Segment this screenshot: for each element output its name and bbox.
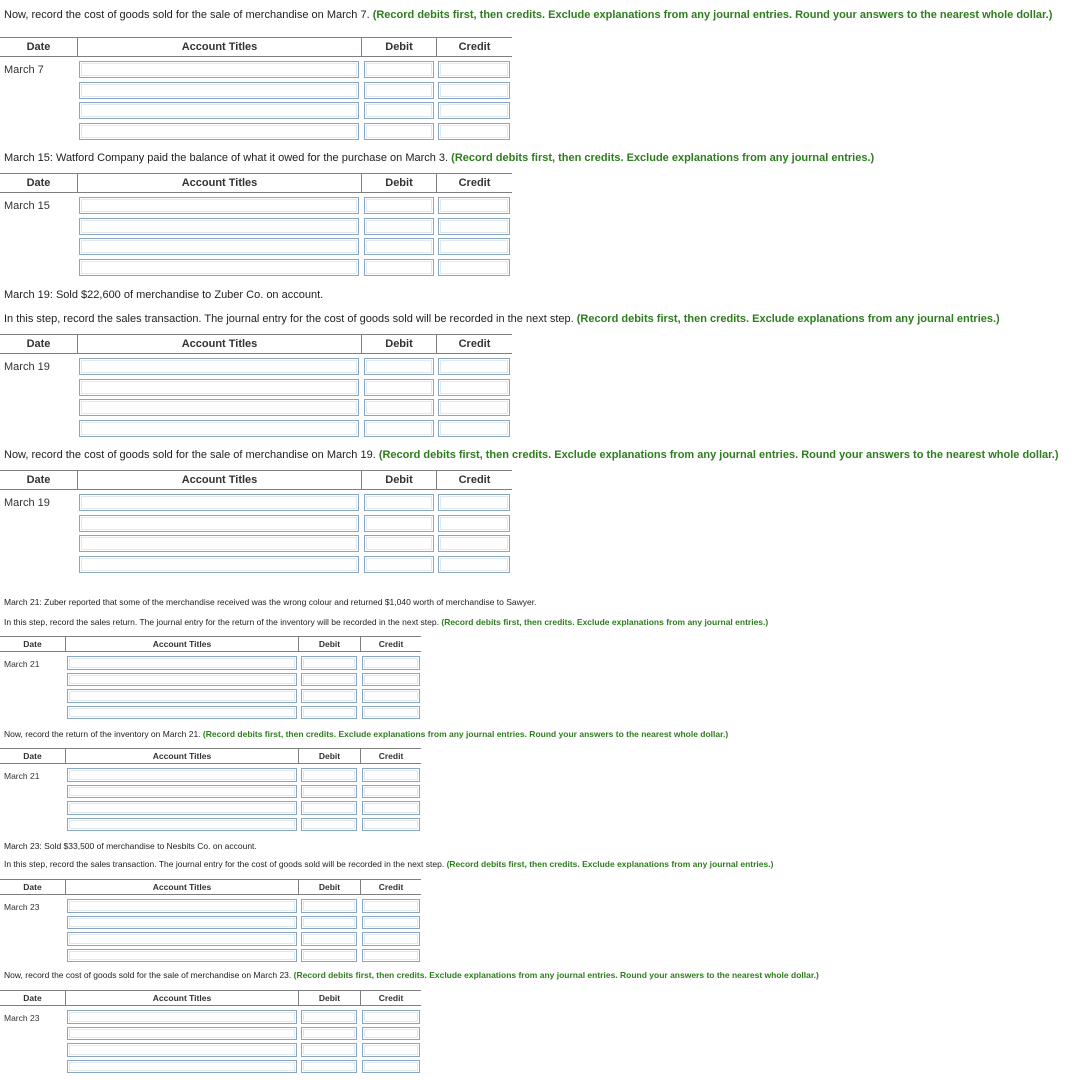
instruction-main: March 19: Sold $22,600 of merchandise to Zuber Co. on account.	[4, 289, 324, 301]
header-date: Date	[23, 993, 42, 1003]
journal-table	[0, 748, 421, 828]
instruction-note: (Record debits first, then credits. Exclude explanations from any journal entries.)	[451, 152, 875, 164]
credit-input[interactable]	[362, 656, 420, 670]
debit-input[interactable]	[364, 420, 434, 437]
debit-input[interactable]	[301, 899, 357, 913]
header-date: Date	[26, 41, 51, 53]
instruction-note: (Record debits first, then credits. Exclude explanations from any journal entries.)	[446, 859, 774, 869]
header-account: Account Titles	[77, 38, 361, 56]
journal-table	[0, 470, 512, 612]
instruction-text	[4, 729, 728, 739]
account-title-input[interactable]	[79, 238, 359, 255]
credit-input[interactable]	[362, 818, 420, 832]
instruction-text	[4, 289, 323, 301]
debit-input[interactable]	[364, 197, 434, 214]
account-title-input[interactable]	[79, 358, 359, 375]
header-date: Date	[23, 751, 42, 761]
instruction-text	[4, 313, 1000, 325]
credit-input[interactable]	[438, 379, 510, 396]
credit-input[interactable]	[362, 1027, 420, 1041]
header-account: Account Titles	[65, 749, 298, 763]
header-credit: Credit	[360, 880, 421, 894]
header-account: Account Titles	[77, 471, 361, 489]
account-title-input[interactable]	[79, 556, 359, 573]
header-date: Date	[26, 177, 51, 189]
table-header	[0, 636, 421, 652]
account-title-input[interactable]	[67, 899, 297, 913]
account-title-input[interactable]	[67, 818, 297, 832]
credit-input[interactable]	[362, 932, 420, 946]
instruction-note: (Record debits first, then credits. Exclude explanations from any journal entries. Round your answers to the nearest whole dollar.)	[378, 449, 1059, 461]
credit-input[interactable]	[438, 535, 510, 552]
credit-input[interactable]	[438, 123, 510, 140]
instruction-text	[4, 859, 773, 869]
debit-input[interactable]	[301, 1027, 357, 1041]
instruction-main: In this step, record the sales transaction. The journal entry for the cost of goods sold will be recorded in the next step.	[4, 313, 577, 325]
entry-date: March 23	[4, 1013, 40, 1023]
account-title-input[interactable]	[67, 785, 297, 799]
account-title-input[interactable]	[67, 916, 297, 930]
account-title-input[interactable]	[67, 706, 297, 720]
header-debit: Debit	[361, 335, 436, 353]
debit-input[interactable]	[364, 61, 434, 78]
debit-input[interactable]	[301, 916, 357, 930]
credit-input[interactable]	[362, 673, 420, 687]
header-date: Date	[26, 474, 51, 486]
credit-input[interactable]	[362, 916, 420, 930]
instruction-main: In this step, record the sales transaction. The journal entry for the cost of goods sold will be recorded in the next step.	[4, 859, 447, 869]
credit-input[interactable]	[362, 689, 420, 703]
account-title-input[interactable]	[67, 932, 297, 946]
debit-input[interactable]	[301, 706, 357, 720]
account-title-input[interactable]	[79, 102, 359, 119]
header-debit: Debit	[361, 174, 436, 192]
instruction-text	[4, 597, 536, 607]
debit-input[interactable]	[301, 768, 357, 782]
account-title-input[interactable]	[79, 399, 359, 416]
debit-input[interactable]	[364, 358, 434, 375]
debit-input[interactable]	[301, 689, 357, 703]
instruction-note: (Record debits first, then credits. Exclude explanations from any journal entries.)	[576, 313, 1000, 325]
header-credit: Credit	[360, 749, 421, 763]
instruction-note: (Record debits first, then credits. Exclude explanations from any journal entries. Round your answers to the nearest whole dollar.)	[293, 970, 819, 980]
credit-input[interactable]	[438, 515, 510, 532]
table-header	[0, 173, 512, 193]
credit-input[interactable]	[438, 197, 510, 214]
credit-input[interactable]	[362, 899, 420, 913]
credit-input[interactable]	[362, 949, 420, 963]
credit-input[interactable]	[438, 420, 510, 437]
account-title-input[interactable]	[79, 515, 359, 532]
header-account: Account Titles	[65, 991, 298, 1005]
entry-date: March 15	[4, 200, 50, 212]
debit-input[interactable]	[301, 1010, 357, 1024]
instruction-main: In this step, record the sales return. The journal entry for the return of the inventory will be recorded in the next step.	[4, 617, 442, 627]
instruction-text	[4, 449, 1059, 461]
entry-date: March 21	[4, 771, 40, 781]
instruction-note: (Record debits first, then credits. Exclude explanations from any journal entries. Round your answers to the nearest whole dollar.)	[202, 729, 729, 739]
debit-input[interactable]	[301, 1060, 357, 1074]
header-credit: Credit	[436, 38, 512, 56]
header-credit: Credit	[436, 471, 512, 489]
entry-date: March 23	[4, 902, 40, 912]
account-title-input[interactable]	[67, 656, 297, 670]
table-header	[0, 470, 512, 490]
entry-date: March 19	[4, 361, 50, 373]
instruction-main: Now, record the return of the inventory on March 21.	[4, 729, 203, 739]
debit-input[interactable]	[301, 785, 357, 799]
credit-input[interactable]	[438, 556, 510, 573]
journal-table	[0, 636, 421, 716]
debit-input[interactable]	[364, 259, 434, 276]
instruction-text	[4, 970, 819, 980]
header-debit: Debit	[298, 880, 360, 894]
table-header	[0, 37, 512, 57]
header-credit: Credit	[360, 637, 421, 651]
journal-table	[0, 879, 421, 959]
instruction-text	[4, 9, 1052, 21]
account-title-input[interactable]	[67, 801, 297, 815]
debit-input[interactable]	[364, 102, 434, 119]
header-debit: Debit	[361, 471, 436, 489]
account-title-input[interactable]	[79, 494, 359, 511]
instruction-main: Now, record the cost of goods sold for the sale of merchandise on March 7.	[4, 9, 373, 21]
account-title-input[interactable]	[67, 1043, 297, 1057]
credit-input[interactable]	[438, 61, 510, 78]
debit-input[interactable]	[301, 673, 357, 687]
debit-input[interactable]	[364, 494, 434, 511]
journal-table	[0, 990, 421, 1070]
debit-input[interactable]	[301, 818, 357, 832]
account-title-input[interactable]	[79, 420, 359, 437]
debit-input[interactable]	[301, 801, 357, 815]
credit-input[interactable]	[362, 1010, 420, 1024]
account-title-input[interactable]	[79, 123, 359, 140]
credit-input[interactable]	[438, 358, 510, 375]
credit-input[interactable]	[438, 494, 510, 511]
instruction-main: March 23: Sold $33,500 of merchandise to Nesbits Co. on account.	[4, 841, 257, 851]
entry-date: March 21	[4, 659, 40, 669]
entry-date: March 19	[4, 497, 50, 509]
debit-input[interactable]	[364, 379, 434, 396]
debit-input[interactable]	[301, 1043, 357, 1057]
debit-input[interactable]	[364, 399, 434, 416]
header-credit: Credit	[436, 174, 512, 192]
instruction-text	[4, 841, 257, 851]
account-title-input[interactable]	[79, 218, 359, 235]
header-account: Account Titles	[65, 880, 298, 894]
debit-input[interactable]	[364, 123, 434, 140]
instruction-main: Now, record the cost of goods sold for the sale of merchandise on March 23.	[4, 970, 294, 980]
credit-input[interactable]	[438, 82, 510, 99]
credit-input[interactable]	[438, 102, 510, 119]
account-title-input[interactable]	[79, 82, 359, 99]
credit-input[interactable]	[362, 1043, 420, 1057]
instruction-text	[4, 617, 768, 627]
debit-input[interactable]	[364, 515, 434, 532]
credit-input[interactable]	[438, 259, 510, 276]
credit-input[interactable]	[362, 801, 420, 815]
credit-input[interactable]	[438, 218, 510, 235]
header-debit: Debit	[298, 749, 360, 763]
header-account: Account Titles	[77, 174, 361, 192]
header-credit: Credit	[360, 991, 421, 1005]
instruction-main: March 21: Zuber reported that some of the merchandise received was the wrong colour and returned $1,040 worth of merchandise to Sawyer.	[4, 597, 537, 607]
header-debit: Debit	[361, 38, 436, 56]
account-title-input[interactable]	[67, 1060, 297, 1074]
debit-input[interactable]	[364, 82, 434, 99]
credit-input[interactable]	[362, 1060, 420, 1074]
header-date: Date	[23, 882, 42, 892]
debit-input[interactable]	[364, 535, 434, 552]
debit-input[interactable]	[301, 656, 357, 670]
entry-date: March 7	[4, 64, 44, 76]
account-title-input[interactable]	[67, 673, 297, 687]
credit-input[interactable]	[438, 399, 510, 416]
credit-input[interactable]	[362, 768, 420, 782]
account-title-input[interactable]	[79, 535, 359, 552]
instruction-note: (Record debits first, then credits. Exclude explanations from any journal entries.)	[441, 617, 769, 627]
account-title-input[interactable]	[79, 61, 359, 78]
header-date: Date	[26, 338, 51, 350]
debit-input[interactable]	[364, 218, 434, 235]
header-debit: Debit	[298, 991, 360, 1005]
instruction-text	[4, 152, 874, 164]
instruction-note: (Record debits first, then credits. Exclude explanations from any journal entries. Round your answers to the nearest whole dollar.)	[372, 9, 1053, 21]
debit-input[interactable]	[301, 949, 357, 963]
header-date: Date	[23, 639, 42, 649]
account-title-input[interactable]	[79, 259, 359, 276]
account-title-input[interactable]	[67, 949, 297, 963]
table-header	[0, 748, 421, 764]
instruction-main: Now, record the cost of goods sold for the sale of merchandise on March 19.	[4, 449, 379, 461]
header-account: Account Titles	[77, 335, 361, 353]
header-debit: Debit	[298, 637, 360, 651]
account-title-input[interactable]	[79, 197, 359, 214]
debit-input[interactable]	[364, 556, 434, 573]
debit-input[interactable]	[301, 932, 357, 946]
account-title-input[interactable]	[67, 1027, 297, 1041]
account-title-input[interactable]	[79, 379, 359, 396]
header-account: Account Titles	[65, 637, 298, 651]
account-title-input[interactable]	[67, 689, 297, 703]
account-title-input[interactable]	[67, 1010, 297, 1024]
table-header	[0, 334, 512, 354]
header-credit: Credit	[436, 335, 512, 353]
credit-input[interactable]	[362, 706, 420, 720]
credit-input[interactable]	[362, 785, 420, 799]
debit-input[interactable]	[364, 238, 434, 255]
table-header	[0, 879, 421, 895]
instruction-main: March 15: Watford Company paid the balance of what it owed for the purchase on March 3.	[4, 152, 452, 164]
table-header	[0, 990, 421, 1006]
credit-input[interactable]	[438, 238, 510, 255]
account-title-input[interactable]	[67, 768, 297, 782]
